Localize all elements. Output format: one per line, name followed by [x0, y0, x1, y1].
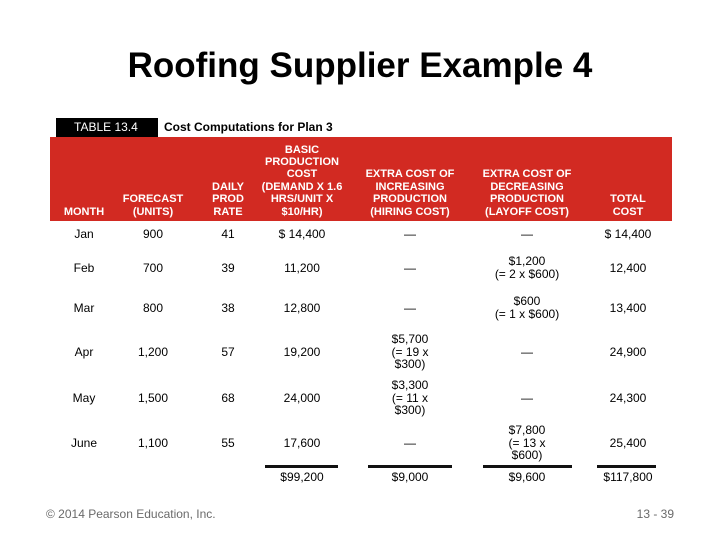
cell-line: MONTH: [63, 205, 105, 218]
cell-line: (LAYOFF COST): [485, 205, 569, 218]
cell-content: [404, 302, 416, 315]
cell-line: 19,200: [283, 344, 321, 359]
cell-line: COST: [286, 168, 318, 181]
cell-line: 24,900: [609, 344, 647, 359]
cell-content: [284, 262, 320, 275]
cell-line: INCREASING: [375, 180, 445, 193]
column-header-basic-cost: [242, 144, 362, 218]
cell-line: FORECAST: [122, 193, 184, 206]
cell-content: [221, 437, 234, 450]
cell-content: [610, 392, 647, 405]
cell-content: [221, 228, 234, 241]
cell-line: $1,200: [508, 254, 546, 269]
cell-basic-cost: [242, 332, 362, 372]
cell-line: $600): [511, 448, 543, 463]
cell-line: 38: [221, 300, 235, 315]
cell-content: [284, 346, 321, 359]
cell-line: 24,000: [283, 390, 321, 405]
cell-line: 1,100: [137, 435, 169, 450]
cell-layoff-cost: [462, 248, 592, 288]
cell-content: [284, 392, 321, 405]
cell-line: 1,200: [137, 344, 169, 359]
cell-content: [279, 228, 326, 241]
cell-content: [73, 392, 96, 405]
cell-basic-cost: [242, 423, 362, 463]
cell-line: PRODUCTION: [490, 193, 564, 206]
cell-line: —: [404, 260, 416, 275]
cell-content: [610, 262, 647, 275]
slide-title: Roofing Supplier Example 4: [127, 46, 593, 85]
cell-forecast: [108, 248, 198, 288]
cell-line: (= 2 x $600): [494, 267, 560, 281]
cell-line: May: [72, 390, 96, 405]
cell-line: 17,600: [283, 435, 321, 450]
cell-basic-cost: [242, 378, 362, 418]
cell-forecast: [108, 378, 198, 418]
cell-content: [495, 295, 559, 320]
cell-line: 24,300: [609, 390, 647, 405]
cell-line: $300): [394, 403, 426, 418]
cell-basic-cost: [242, 248, 362, 288]
cell-content: [495, 255, 559, 280]
cell-line: 11,200: [284, 260, 320, 275]
cell-total-cost: [583, 248, 673, 288]
cell-content: [75, 346, 94, 359]
cell-content: [508, 424, 545, 462]
cell-total-cost: [583, 288, 673, 328]
cell-total-cost: [583, 332, 673, 372]
cell-line: DAILY: [212, 180, 244, 193]
column-header-hiring-cost: [350, 168, 470, 218]
cell-line: 12,400: [609, 260, 647, 275]
cell-content: [521, 392, 533, 405]
cell-line: June: [70, 435, 98, 450]
cell-line: 12,800: [283, 300, 321, 315]
cell-layoff-cost: [462, 423, 592, 463]
total-total-cost: $117,800: [603, 469, 653, 484]
cell-content: [143, 262, 163, 275]
cell-line: $7,800: [508, 423, 546, 438]
cell-line: (= 19 x: [391, 344, 429, 359]
cell-line: (HIRING COST): [370, 205, 450, 218]
total-hiring-cost: $9,000: [391, 469, 429, 484]
cell-line: 25,400: [609, 435, 647, 450]
cell-line: EXTRA COST OF: [482, 168, 572, 181]
table-label: TABLE 13.4: [56, 118, 158, 137]
cell-line: Mar: [73, 300, 95, 315]
cell-line: 68: [221, 390, 235, 405]
column-header-layoff-cost: [462, 168, 592, 218]
cell-content: [404, 262, 416, 275]
cell-line: TOTAL: [610, 193, 646, 206]
cell-hiring-cost: [350, 332, 470, 372]
cell-content: [221, 392, 234, 405]
cell-content: [71, 437, 97, 450]
cell-line: (UNITS): [132, 205, 174, 218]
cell-total-cost: [583, 378, 673, 418]
total-layoff-cost: $9,600: [508, 469, 546, 484]
cell-line: $3,300: [391, 378, 429, 393]
cell-line: 13,400: [609, 300, 647, 315]
cell-line: BASIC: [284, 143, 320, 156]
cell-content: [284, 302, 321, 315]
cell-line: (= 11 x: [391, 390, 429, 405]
cell-line: —: [404, 226, 416, 241]
cell-line: DECREASING: [490, 180, 564, 193]
cell-content: [74, 228, 93, 241]
cell-line: —: [521, 344, 533, 359]
cell-content: [74, 302, 95, 315]
cell-line: 900: [142, 226, 164, 241]
cell-line: $ 14,400: [604, 226, 652, 241]
copyright-notice: © 2014 Pearson Education, Inc.: [46, 507, 216, 521]
cell-line: HRS/UNIT X: [270, 193, 334, 206]
cell-line: $300): [394, 357, 426, 372]
cell-line: (= 13 x: [508, 435, 546, 450]
cell-line: Apr: [74, 344, 94, 359]
cell-total-cost: [583, 423, 673, 463]
cell-content: [143, 228, 163, 241]
cell-content: [138, 437, 168, 450]
cell-content: [221, 262, 234, 275]
cell-content: [610, 346, 647, 359]
cell-content: [138, 346, 168, 359]
cell-line: 39: [221, 260, 235, 275]
cell-line: PRODUCTION: [373, 193, 447, 206]
cell-line: Jan: [74, 226, 94, 241]
cell-content: [404, 228, 416, 241]
cell-line: $ 14,400: [278, 226, 326, 241]
cell-content: [221, 302, 234, 315]
cell-content: [221, 346, 234, 359]
cell-content: [404, 437, 416, 450]
cell-hiring-cost: [350, 423, 470, 463]
cell-layoff-cost: [462, 378, 592, 418]
cell-content: [605, 228, 652, 241]
cell-hiring-cost: [350, 288, 470, 328]
cell-content: [610, 302, 647, 315]
cell-line: —: [404, 435, 416, 450]
cell-line: —: [521, 390, 533, 405]
cell-line: (DEMAND X 1.6: [261, 180, 343, 193]
cell-line: —: [404, 300, 416, 315]
cell-hiring-cost: [350, 248, 470, 288]
cell-basic-cost: [242, 288, 362, 328]
cell-line: PRODUCTION: [265, 155, 339, 168]
cell-content: [284, 437, 321, 450]
cell-forecast: [108, 288, 198, 328]
cell-content: [138, 392, 168, 405]
cell-content: [392, 379, 429, 417]
cell-content: [610, 437, 647, 450]
cell-line: PROD: [212, 193, 244, 206]
cell-line: 800: [142, 300, 164, 315]
table-header: [50, 137, 672, 221]
cell-line: 57: [221, 344, 235, 359]
cell-content: [391, 333, 428, 371]
cell-line: Feb: [73, 260, 95, 275]
cell-content: [74, 262, 95, 275]
cell-line: 41: [221, 226, 235, 241]
cell-content: [143, 302, 163, 315]
cell-content: [521, 346, 533, 359]
cell-line: 1,500: [137, 390, 169, 405]
total-basic-cost: $99,200: [280, 469, 324, 484]
table-caption: Cost Computations for Plan 3: [158, 118, 672, 137]
cell-line: COST: [612, 205, 644, 218]
page-number: 13 - 39: [636, 507, 674, 521]
cell-hiring-cost: [350, 378, 470, 418]
cell-line: 55: [221, 435, 235, 450]
cell-layoff-cost: [462, 332, 592, 372]
cell-line: (= 1 x $600): [494, 307, 560, 321]
cell-line: —: [521, 226, 533, 241]
cell-line: RATE: [213, 205, 243, 218]
cell-line: EXTRA COST OF: [365, 168, 455, 181]
cell-layoff-cost: [462, 288, 592, 328]
cell-line: $5,700: [391, 332, 429, 347]
cell-line: $600: [513, 294, 541, 309]
cell-content: [521, 228, 533, 241]
cell-line: $10/HR): [281, 205, 323, 218]
cell-line: 700: [142, 260, 164, 275]
cell-forecast: [108, 423, 198, 463]
cell-forecast: [108, 332, 198, 372]
